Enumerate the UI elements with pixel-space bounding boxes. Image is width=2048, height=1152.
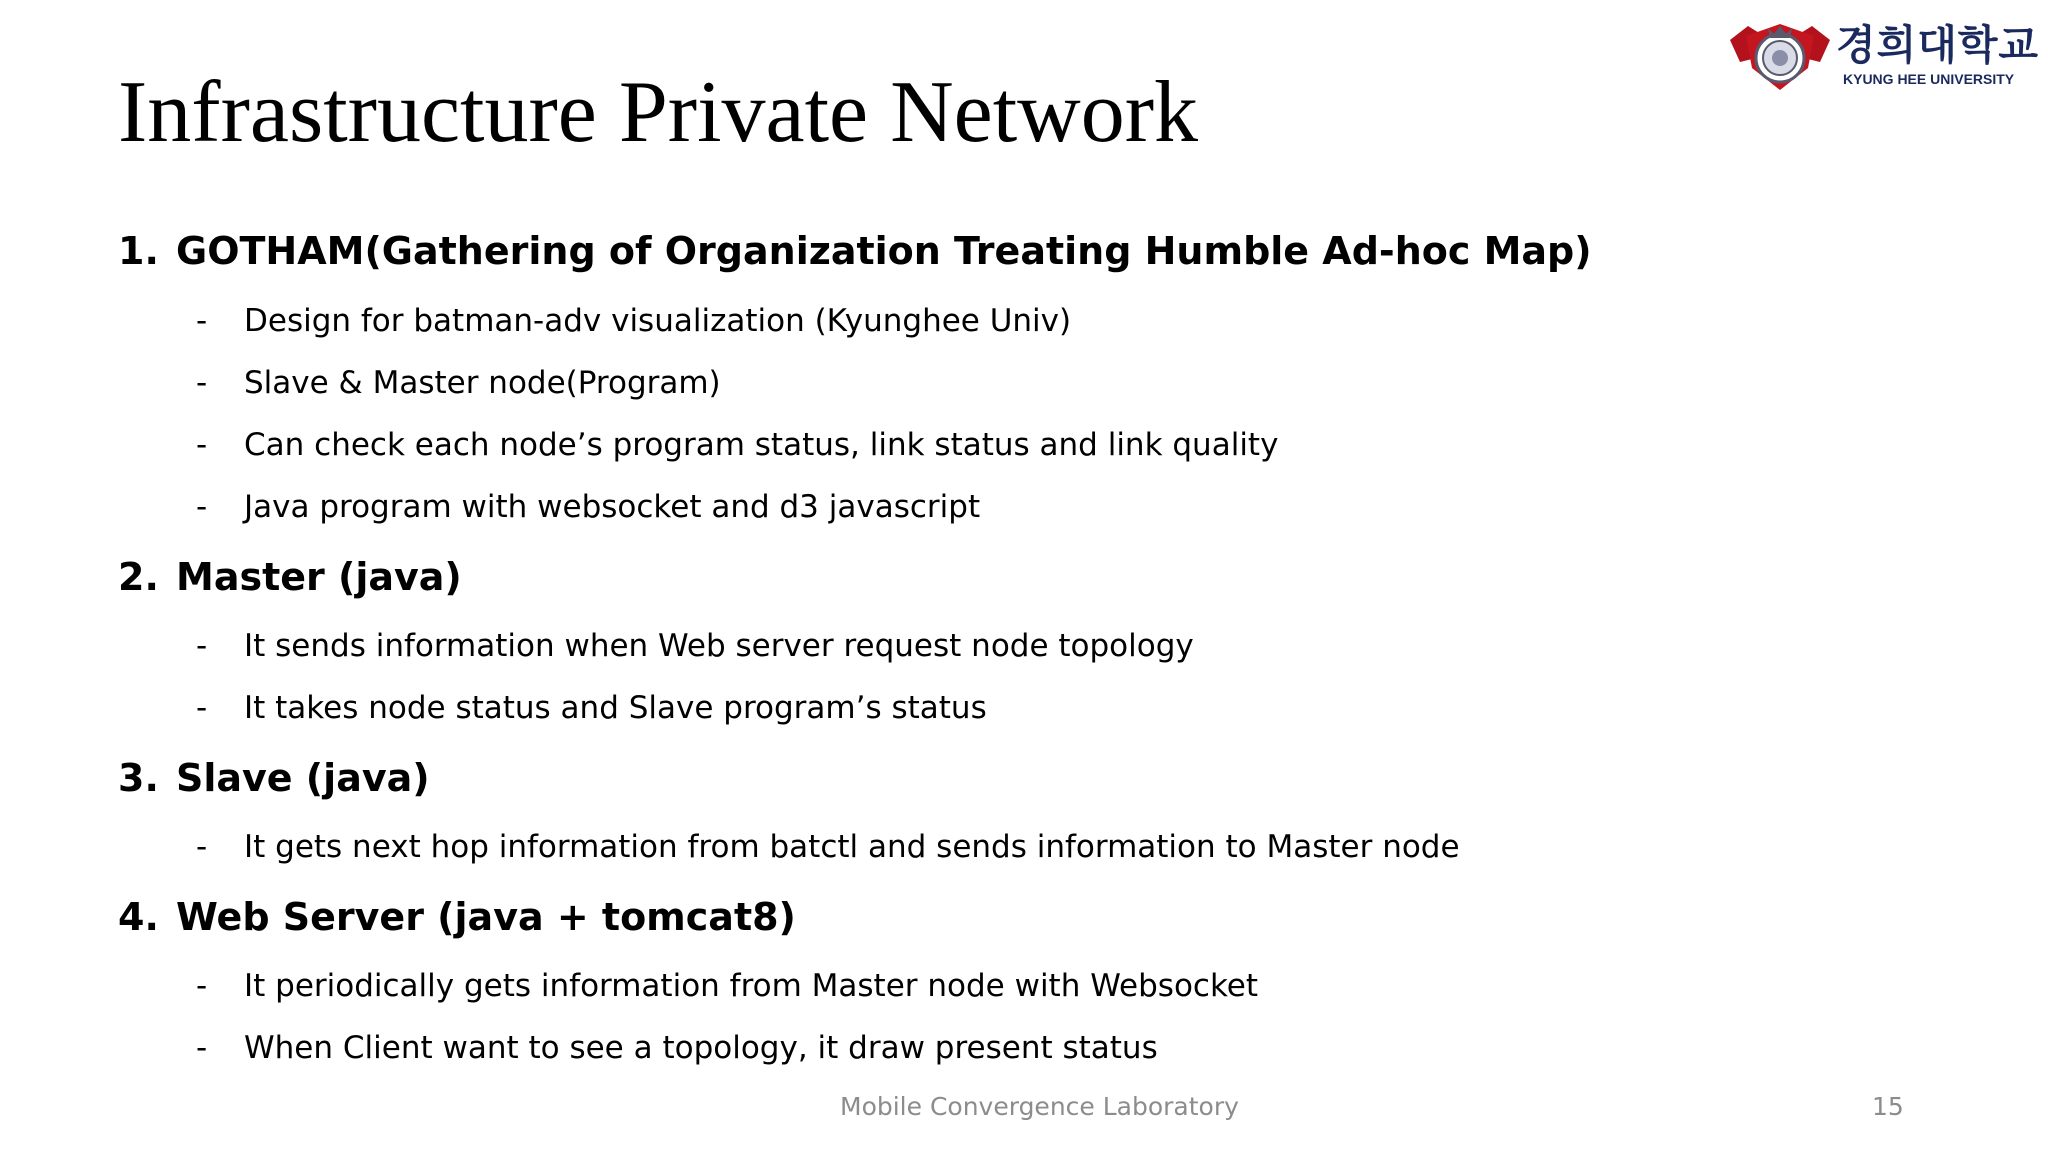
list-item-text: When Client want to see a topology, it draw present status xyxy=(244,1030,1158,1066)
bullet-marker: - xyxy=(196,427,208,463)
bullet-marker: - xyxy=(196,1030,208,1066)
slide-title: Infrastructure Private Network xyxy=(118,64,1199,161)
section-heading xyxy=(118,552,462,602)
section-title: GOTHAM(Gathering of Organization Treating Humble Ad-hoc Map) xyxy=(176,229,1592,273)
section-number: 1. xyxy=(118,229,159,273)
bullet-marker: - xyxy=(196,365,208,401)
university-emblem-icon xyxy=(1726,18,1834,94)
list-item-text: It takes node status and Slave program’s status xyxy=(244,690,987,726)
page-number: 15 xyxy=(1872,1092,1904,1121)
list-item xyxy=(196,1027,1158,1069)
bullet-marker: - xyxy=(196,968,208,1004)
list-item-text: Slave & Master node(Program) xyxy=(244,365,721,401)
list-item xyxy=(196,486,980,528)
section-title: Web Server (java + tomcat8) xyxy=(176,895,796,939)
bullet-marker: - xyxy=(196,489,208,525)
section-title: Master (java) xyxy=(176,555,462,599)
section-number: 4. xyxy=(118,895,159,939)
list-item xyxy=(196,826,1460,868)
footer-lab-name: Mobile Convergence Laboratory xyxy=(840,1092,1239,1121)
list-item-text: Java program with websocket and d3 javascript xyxy=(244,489,981,525)
list-item xyxy=(196,625,1194,667)
section-heading xyxy=(118,226,1592,276)
section-heading xyxy=(118,892,796,942)
bullet-marker: - xyxy=(196,690,208,726)
list-item xyxy=(196,300,1071,342)
section-number: 2. xyxy=(118,555,159,599)
list-item-text: Design for batman-adv visualization (Kyunghee Univ) xyxy=(244,303,1072,339)
bullet-marker: - xyxy=(196,829,208,865)
section-heading xyxy=(118,753,430,803)
list-item-text: It periodically gets information from Master node with Websocket xyxy=(244,968,1259,1004)
section-title: Slave (java) xyxy=(176,756,430,800)
section-number: 3. xyxy=(118,756,159,800)
list-item xyxy=(196,424,1278,466)
list-item xyxy=(196,362,721,404)
list-item xyxy=(196,687,987,729)
logo-english-text: KYUNG HEE UNIVERSITY xyxy=(1843,71,2015,87)
bullet-marker: - xyxy=(196,628,208,664)
university-logo xyxy=(1726,18,2040,94)
list-item-text: Can check each node’s program status, link status and link quality xyxy=(244,427,1279,463)
list-item-text: It sends information when Web server request node topology xyxy=(244,628,1194,664)
list-item xyxy=(196,965,1258,1007)
list-item-text: It gets next hop information from batctl and sends information to Master node xyxy=(244,829,1460,865)
logo-korean-text: 경희대학교 xyxy=(1836,21,2040,69)
bullet-marker: - xyxy=(196,303,208,339)
